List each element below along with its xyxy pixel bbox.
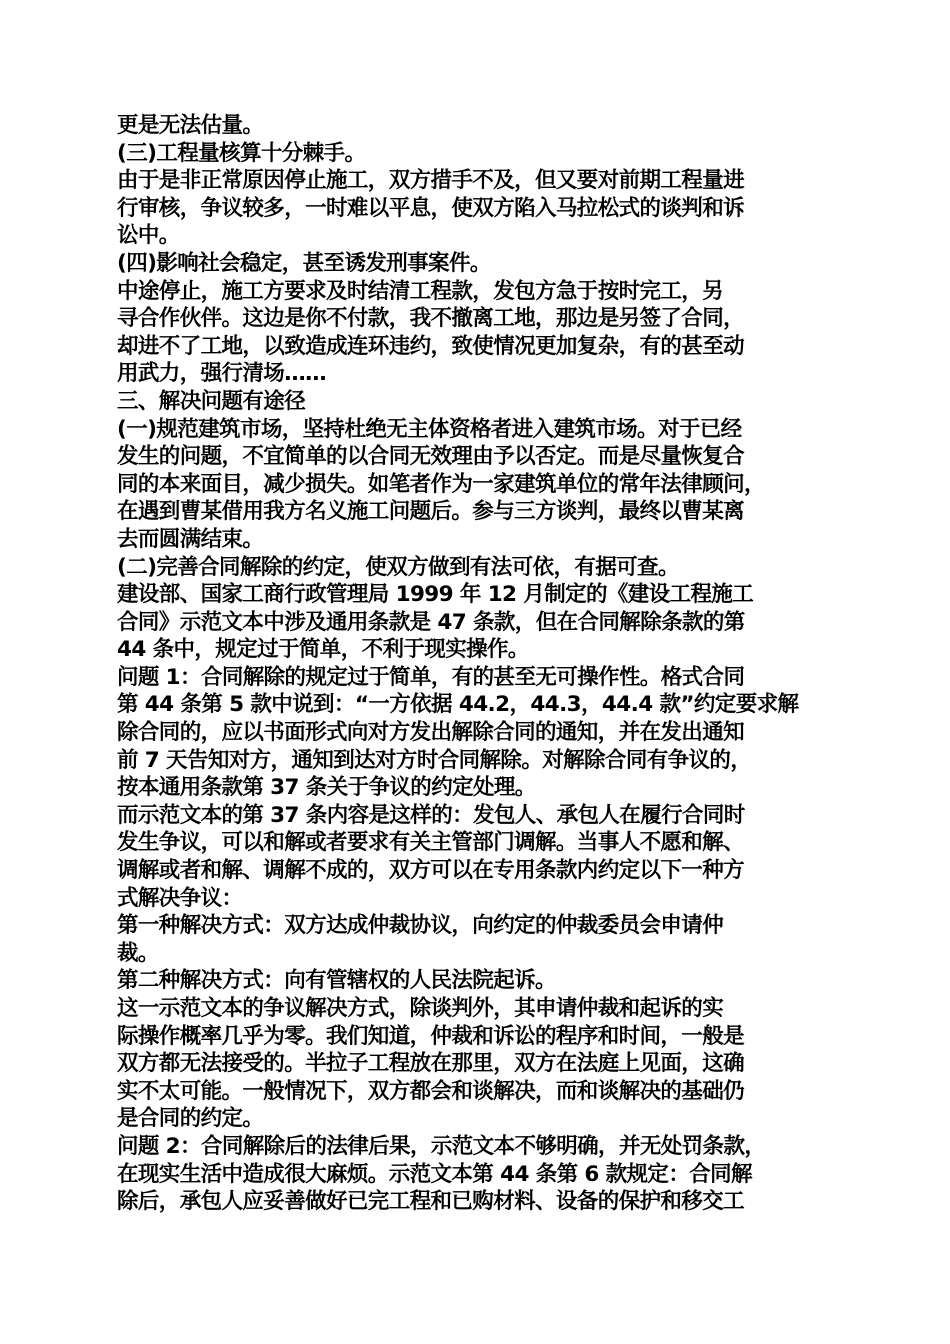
text-line: 建设部、国家工商行政管理局 1999 年 12 月制定的《建设工程施工	[117, 582, 754, 608]
text-line: 式解决争议：	[117, 885, 243, 911]
text-line: 双方都无法接受的。半拉子工程放在那里，双方在法庭上见面，这确	[117, 1051, 745, 1077]
text-line: 44 条中，规定过于简单，不利于现实操作。	[117, 637, 529, 663]
section-heading: (四)影响社会稳定，甚至诱发刑事案件。	[117, 250, 491, 276]
section-heading: 三、解决问题有途径	[117, 388, 306, 414]
text-line: 除后，承包人应妥善做好已完工程和已购材料、设备的保护和移交工	[117, 1189, 745, 1215]
text-line: 去而圆满结束。	[117, 526, 264, 552]
text-line: 调解或者和解、调解不成的，双方可以在专用条款内约定以下一种方	[117, 858, 745, 884]
text-line: 问题 1：合同解除的规定过于简单，有的甚至无可操作性。格式合同	[117, 664, 745, 690]
text-line: 除合同的，应以书面形式向对方发出解除合同的通知，并在发出通知	[117, 720, 745, 746]
text-line: 行审核，争议较多，一时难以平息，使双方陷入马拉松式的谈判和诉	[117, 195, 745, 221]
text-line: 裁。	[117, 940, 159, 966]
text-line: 同的本来面目，减少损失。如笔者作为一家建筑单位的常年法律顾问，	[117, 471, 765, 497]
text-line: 第一种解决方式：双方达成仲裁协议，向约定的仲裁委员会申请仲	[117, 913, 724, 939]
text-line: 讼中。	[117, 223, 180, 249]
text-line: 而示范文本的第 37 条内容是这样的：发包人、承包人在履行合同时	[117, 802, 745, 828]
text-line: 实不太可能。一般情况下，双方都会和谈解决，而和谈解决的基础仍	[117, 1078, 745, 1104]
text-line: 更是无法估量。	[117, 113, 264, 138]
text-line: 发生的问题，不宜简单的以合同无效理由予以否定。而是尽量恢复合	[117, 444, 745, 470]
text-line: 寻合作伙伴。这边是你不付款，我不撤离工地，那边是另签了合同，	[117, 306, 745, 332]
text-line: 这一示范文本的争议解决方式，除谈判外，其申请仲裁和起诉的实	[117, 996, 724, 1021]
text-line: 前 7 天告知对方，通知到达对方时合同解除。对解除合同有争议的，	[117, 747, 752, 773]
text-line: 用武力，强行清场……	[117, 361, 327, 387]
text-line: 由于是非正常原因停止施工，双方措手不及，但又要对前期工程量进	[117, 168, 745, 194]
text-line: 是合同的约定。	[117, 1106, 264, 1132]
section-heading: (三)工程量核算十分棘手。	[117, 140, 366, 166]
text-line: 却进不了工地，以致造成连环违约，致使情况更加复杂，有的甚至动	[117, 333, 745, 359]
text-line: 在现实生活中造成很大麻烦。示范文本第 44 条第 6 款规定：合同解	[117, 1161, 752, 1187]
text-line: 中途停止，施工方要求及时结清工程款，发包方急于按时完工，另	[117, 278, 724, 304]
text-line: 第 44 条第 5 款中说到：“一方依据 44.2，44.3，44.4 款”约定要求解	[117, 692, 799, 718]
text-line: 第二种解决方式：向有管辖权的人民法院起诉。	[117, 968, 556, 994]
text-line: 在遇到曹某借用我方名义施工问题后。参与三方谈判，最终以曹某离	[117, 499, 745, 525]
document-page	[117, 112, 837, 1216]
text-line: 按本通用条款第 37 条关于争议的约定处理。	[117, 775, 536, 801]
section-heading: (二)完善合同解除的约定，使双方做到有法可依，有据可查。	[117, 554, 679, 580]
text-line: (一)规范建筑市场，坚持杜绝无主体资格者进入建筑市场。对于已经	[117, 416, 742, 442]
text-line: 发生争议，可以和解或者要求有关主管部门调解。当事人不愿和解、	[117, 830, 745, 856]
text-line: 合同》示范文本中涉及通用条款是 47 条款，但在合同解除条款的第	[117, 609, 745, 635]
text-line: 际操作概率几乎为零。我们知道，仲裁和诉讼的程序和时间，一般是	[117, 1023, 745, 1049]
text-line: 问题 2：合同解除后的法律后果，示范文本不够明确，并无处罚条款，	[117, 1133, 766, 1159]
